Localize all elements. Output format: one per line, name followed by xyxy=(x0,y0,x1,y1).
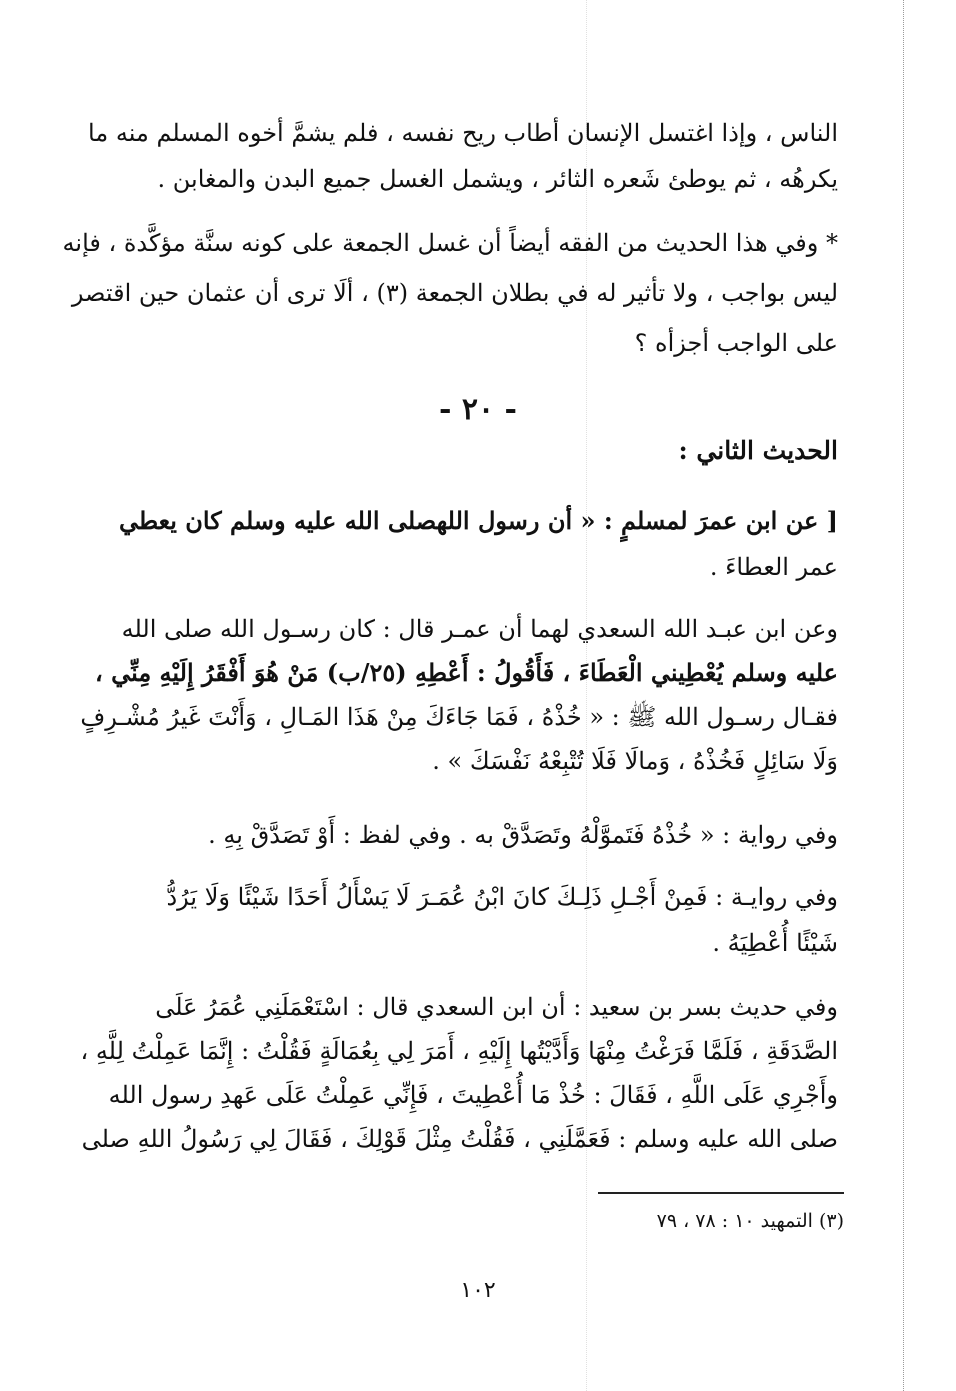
paragraph-line: * وفي هذا الحديث من الفقه أيضاً أن غسل الجمعة على كونه سنَّة مؤكَّدة ، فإنه xyxy=(62,229,838,257)
hadith-line: [ عن ابن عمرَ لمسلمٍ : « أن رسول اللهصلى الله عليه وسلم كان يعطي xyxy=(118,506,838,535)
paragraph-1 xyxy=(88,116,838,196)
section-number: - ٢٠ - xyxy=(438,392,518,427)
paragraph-line: ليس بواجب ، ولا تأثير له في بطلان الجمعة (٣) ، ألَا ترى أن عثمان حين اقتصر xyxy=(71,279,838,307)
hadith-paragraph-1 xyxy=(93,504,838,588)
hadith-line: صلى الله عليه وسلم : فَعَمَّلَنِي ، فَقُلْتُ مِثْلَ قَوْلِكَ ، فَقَالَ لِي رَسُولُ اللهِ صلى xyxy=(81,1125,838,1153)
hadith-line: وَلَا سَائِلٍ فَخُذْهُ ، وَمالَا فَلَا تُتْبِعْهُ نَفْسَكَ » . xyxy=(432,747,838,775)
footnote-divider xyxy=(598,1192,844,1194)
hadith-line: عليه وسلم يُعْطِيني الْعَطَاءَ ، فَأَقُولُ : أَعْطِهِ (٢٥/ب) مَنْ هُوَ أَفْقَرُ إِلَيْهِ مِنِّي ، xyxy=(95,658,838,687)
footnote-text: (٣) التمهيد ١٠ : ٧٨ ، ٧٩ xyxy=(656,1210,844,1232)
page-number: ١٠٢ xyxy=(460,1278,496,1303)
hadith-line: شَيْئًا أُعْطِيَهُ . xyxy=(712,929,838,957)
hadith-line: عمر العطاءَ . xyxy=(709,553,838,581)
paragraph-2 xyxy=(62,226,838,357)
paragraph-line: الناس ، وإذا اغتسل الإنسان أطاب ريح نفسه ، فلم يشمَّ أخوه المسلم منه ما xyxy=(88,119,838,147)
paragraph-line: يكرهُه ، ثم يوطئ شَعره الثائر ، ويشمل الغسل جميع البدن والمغابن . xyxy=(157,165,838,193)
hadith-line: الصَّدَقَةِ ، فَلَمَّا فَرَغْتُ مِنْهَا وَأَدَّيْتُها إِلَيْهِ ، أَمَرَ لِي بِعُمَالَةٍ فَقُلْتُ : إِنَّمَا عَمِلْتُ لِلَّهِ ، xyxy=(80,1037,838,1065)
hadith-paragraph-5 xyxy=(80,990,838,1170)
hadith-line: وفي رواية : « خُذْهُ فَتَموَّلْهُ وتَصَدَّقْ به . وفي لفظ : أَوْ تَصَدَّقْ بِهِ . xyxy=(208,821,838,849)
section-title: الحديث الثاني : xyxy=(678,436,838,465)
hadith-line: فقـال رسـول الله ﷺ : « خُذْهُ ، فَمَا جَاءَكَ مِنْ هَذَا المَـالِ ، وَأَنْتَ غَيرُ مُشْـرِفٍ xyxy=(80,703,838,731)
hadith-line: وعن ابن عبـد الله السعدي لهما أن عمـر قال : كان رسـول الله صلى الله xyxy=(121,615,838,643)
hadith-line: وأَجْرِي عَلَى اللَّهِ ، فَقَالَ : خُذْ مَا أُعْطِيتَ ، فَإِنِّي عَمِلْتُ عَلَى عَهدِ رسول الله xyxy=(108,1081,838,1109)
paragraph-line: على الواجب أجزأه ؟ xyxy=(634,329,838,357)
hadith-line: وفي روايـة : فَمِنْ أَجْـلِ ذَلِـكَ كانَ ابْنُ عُمَـرَ لَا يَسْأَلُ أَحَدًا شَيْئًا وَلَا يَرُدُّ xyxy=(166,883,838,911)
hadith-line: وفي حديث بسر بن سعيد : أن ابن السعدي قال : اسْتَعْمَلَنِي عُمَرُ عَلَى xyxy=(155,993,838,1021)
hadith-paragraph-4 xyxy=(93,880,838,966)
hadith-paragraph-2 xyxy=(80,612,838,782)
scan-edge-line xyxy=(902,0,904,1391)
hadith-paragraph-3 xyxy=(93,818,838,858)
